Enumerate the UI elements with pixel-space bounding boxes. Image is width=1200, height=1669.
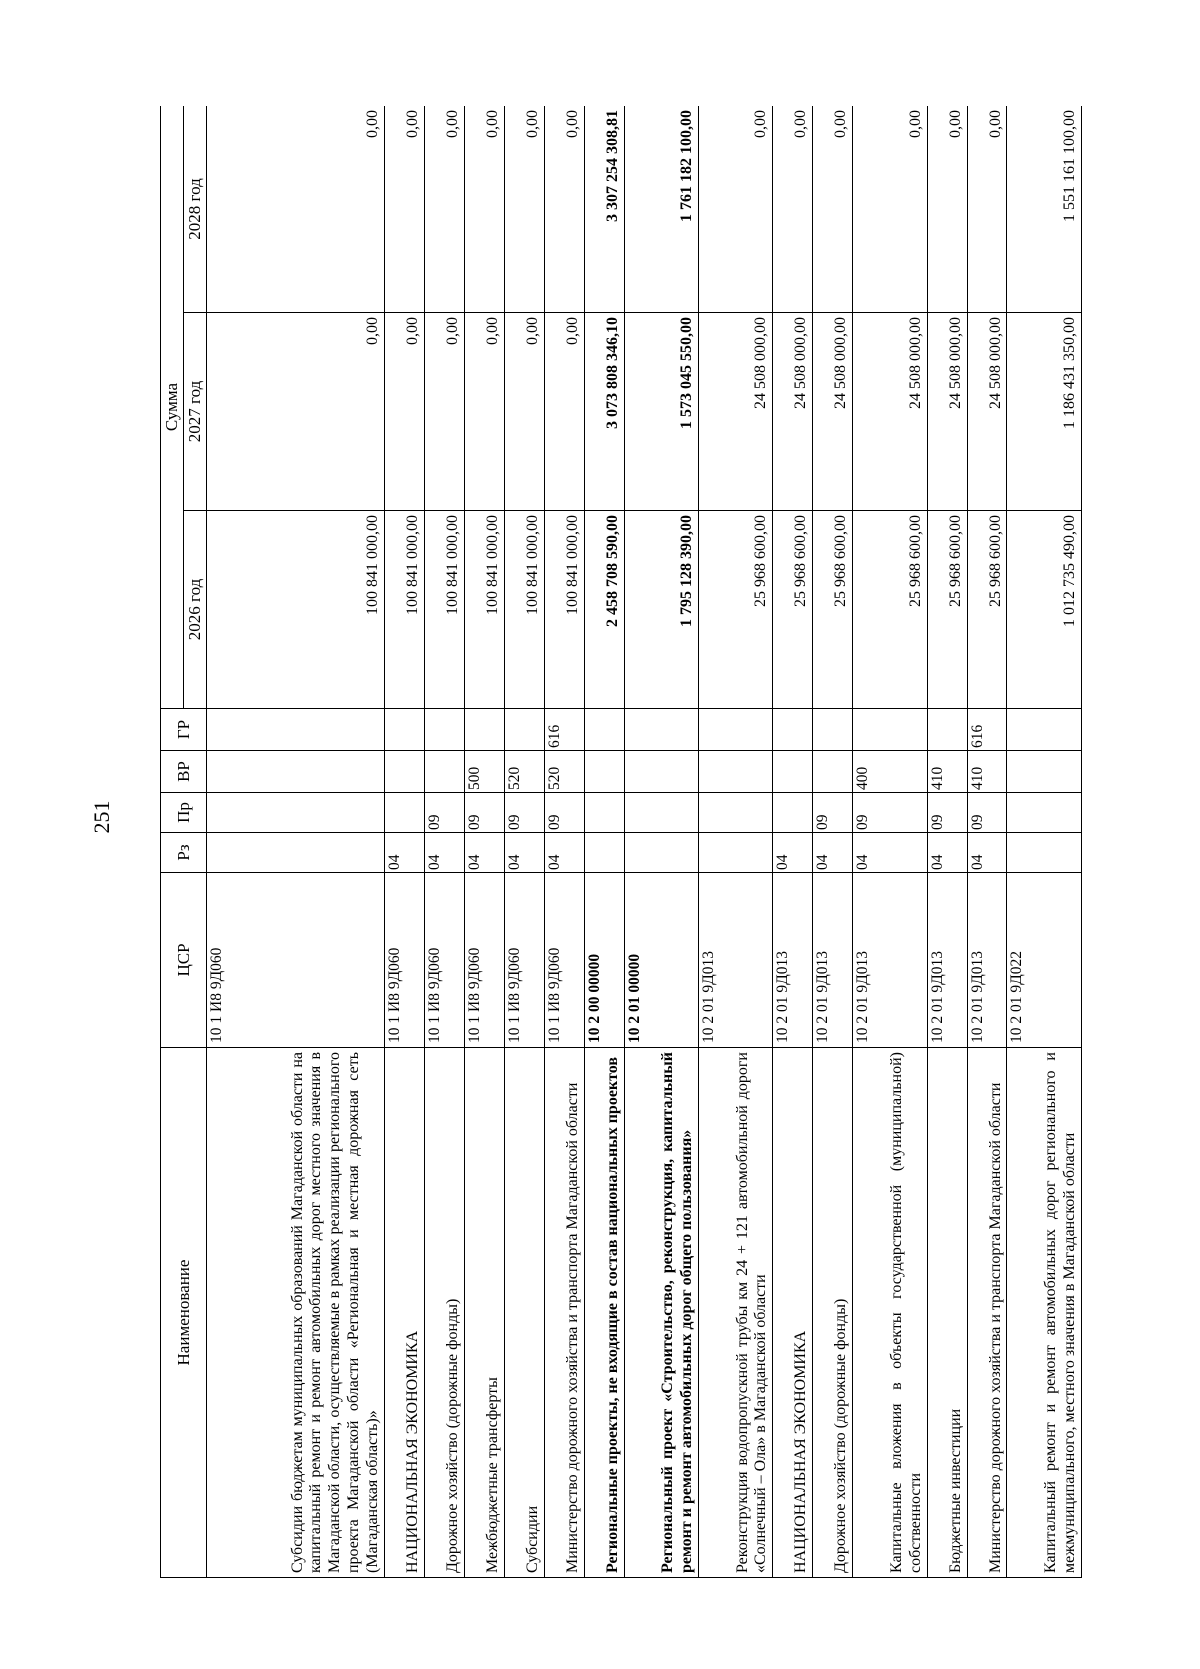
row-gr (424, 709, 464, 751)
row-csr: 10 2 00 00000 (584, 873, 624, 1048)
table-row (544, 106, 584, 1578)
row-name: НАЦИОНАЛЬНАЯ ЭКОНОМИКА (384, 1048, 424, 1578)
row-2026: 2 458 708 590,00 (584, 511, 624, 709)
row-name: Региональные проекты, не входящие в состав национальных проектов (584, 1048, 624, 1578)
row-gr (504, 709, 544, 751)
row-rz (584, 833, 624, 873)
header-name: Наименование (161, 1048, 207, 1578)
row-2026: 100 841 000,00 (464, 511, 504, 709)
row-2027: 0,00 (544, 313, 584, 511)
row-name: Дорожное хозяйство (дорожные фонды) (424, 1048, 464, 1578)
row-gr (698, 709, 772, 751)
row-2028: 0,00 (773, 106, 813, 313)
row-name: Дорожное хозяйство (дорожные фонды) (813, 1048, 853, 1578)
row-2028: 0,00 (464, 106, 504, 313)
row-pr: 09 (967, 793, 1007, 833)
row-pr: 09 (813, 793, 853, 833)
row-2027: 0,00 (424, 313, 464, 511)
row-rz: 04 (813, 833, 853, 873)
row-csr: 10 1 И8 9Д060 (384, 873, 424, 1048)
row-2028: 1 551 161 100,00 (1007, 106, 1082, 313)
row-2026: 25 968 600,00 (967, 511, 1007, 709)
row-csr: 10 1 И8 9Д060 (207, 873, 385, 1048)
row-csr: 10 2 01 9Д013 (813, 873, 853, 1048)
row-vr: 400 (853, 751, 927, 793)
row-2026: 1 012 735 490,00 (1007, 511, 1082, 709)
row-2028: 0,00 (853, 106, 927, 313)
row-vr (773, 751, 813, 793)
row-gr (624, 709, 698, 751)
row-vr (1007, 751, 1082, 793)
row-vr: 410 (927, 751, 967, 793)
row-rz: 04 (464, 833, 504, 873)
header-csr: ЦСР (161, 873, 207, 1048)
row-pr (624, 793, 698, 833)
row-2028: 0,00 (813, 106, 853, 313)
row-2026: 100 841 000,00 (424, 511, 464, 709)
row-pr: 09 (424, 793, 464, 833)
row-2026: 25 968 600,00 (698, 511, 772, 709)
row-2027: 0,00 (504, 313, 544, 511)
row-2026: 100 841 000,00 (384, 511, 424, 709)
row-gr (384, 709, 424, 751)
row-gr: 616 (967, 709, 1007, 751)
row-csr: 10 2 01 9Д013 (967, 873, 1007, 1048)
row-2028: 0,00 (424, 106, 464, 313)
row-vr (624, 751, 698, 793)
row-csr: 10 1 И8 9Д060 (544, 873, 584, 1048)
row-vr (384, 751, 424, 793)
row-name: Министерство дорожного хозяйства и транспорта Магаданской области (544, 1048, 584, 1578)
header-gr: ГР (161, 709, 207, 751)
row-pr (773, 793, 813, 833)
table-row (424, 106, 464, 1578)
row-pr (584, 793, 624, 833)
row-2027: 0,00 (464, 313, 504, 511)
row-2028: 0,00 (967, 106, 1007, 313)
header-vr: ВР (161, 751, 207, 793)
table-row (813, 106, 853, 1578)
row-2027: 24 508 000,00 (698, 313, 772, 511)
row-name: Межбюджетные трансферты (464, 1048, 504, 1578)
row-vr (424, 751, 464, 793)
header-sum: Сумма (161, 106, 184, 709)
row-rz (1007, 833, 1082, 873)
row-pr (207, 793, 385, 833)
row-vr: 500 (464, 751, 504, 793)
row-name: Реконструкция водопропускной трубы км 24 + 121 автомобильной дороги «Солнечный – Ола» в Магаданской области (698, 1048, 772, 1578)
table-row (207, 106, 385, 1578)
row-csr: 10 1 И8 9Д060 (504, 873, 544, 1048)
header-pr: Пр (161, 793, 207, 833)
table-row (698, 106, 772, 1578)
row-gr (207, 709, 385, 751)
row-2026: 1 795 128 390,00 (624, 511, 698, 709)
row-name: Министерство дорожного хозяйства и транспорта Магаданской области (967, 1048, 1007, 1578)
row-csr: 10 2 01 9Д013 (927, 873, 967, 1048)
row-2027: 3 073 808 346,10 (584, 313, 624, 511)
row-gr (1007, 709, 1082, 751)
row-gr (584, 709, 624, 751)
row-2028: 0,00 (384, 106, 424, 313)
rotated-table-wrapper (160, 106, 1082, 1578)
row-gr (773, 709, 813, 751)
row-gr: 616 (544, 709, 584, 751)
row-vr: 520 (504, 751, 544, 793)
row-pr: 09 (504, 793, 544, 833)
row-2026: 100 841 000,00 (544, 511, 584, 709)
row-vr: 520 (544, 751, 584, 793)
row-name: Бюджетные инвестиции (927, 1048, 967, 1578)
row-csr: 10 2 01 9Д022 (1007, 873, 1082, 1048)
row-vr: 410 (967, 751, 1007, 793)
row-2028: 0,00 (698, 106, 772, 313)
row-2027: 0,00 (207, 313, 385, 511)
row-gr (813, 709, 853, 751)
row-csr: 10 1 И8 9Д060 (464, 873, 504, 1048)
row-2026: 25 968 600,00 (773, 511, 813, 709)
row-csr: 10 2 01 00000 (624, 873, 698, 1048)
row-2028: 1 761 182 100,00 (624, 106, 698, 313)
row-name: Региональный проект «Строительство, реконструкция, капитальный ремонт и ремонт автомобильных дорог общего пользования» (624, 1048, 698, 1578)
row-name: Капитальные вложения в объекты государственной (муниципальной) собственности (853, 1048, 927, 1578)
table-row (384, 106, 424, 1578)
row-2028: 3 307 254 308,81 (584, 106, 624, 313)
row-gr (464, 709, 504, 751)
table-row (504, 106, 544, 1578)
row-csr: 10 2 01 9Д013 (698, 873, 772, 1048)
row-pr (1007, 793, 1082, 833)
header-rz: Рз (161, 833, 207, 873)
table-body (207, 106, 1082, 1578)
table-row (967, 106, 1007, 1578)
budget-table (160, 106, 1082, 1578)
row-pr: 09 (927, 793, 967, 833)
header-row-1 (161, 106, 184, 1578)
table-row (853, 106, 927, 1578)
row-pr (384, 793, 424, 833)
row-2027: 0,00 (384, 313, 424, 511)
header-2026: 2026 год (184, 511, 207, 709)
row-rz: 04 (927, 833, 967, 873)
row-2028: 0,00 (544, 106, 584, 313)
row-rz (698, 833, 772, 873)
row-name: Капитальный ремонт и ремонт автомобильных дорог регионального и межмуниципального, местного значения в Магаданской области (1007, 1048, 1082, 1578)
row-rz: 04 (424, 833, 464, 873)
row-rz: 04 (773, 833, 813, 873)
row-2027: 24 508 000,00 (927, 313, 967, 511)
row-name: НАЦИОНАЛЬНАЯ ЭКОНОМИКА (773, 1048, 813, 1578)
row-rz: 04 (384, 833, 424, 873)
table-row (773, 106, 813, 1578)
row-2027: 24 508 000,00 (773, 313, 813, 511)
row-vr (813, 751, 853, 793)
row-csr: 10 1 И8 9Д060 (424, 873, 464, 1048)
table-row (624, 106, 698, 1578)
row-rz: 04 (504, 833, 544, 873)
row-name: Субсидии (504, 1048, 544, 1578)
row-2028: 0,00 (504, 106, 544, 313)
row-pr (698, 793, 772, 833)
row-vr (584, 751, 624, 793)
row-vr (207, 751, 385, 793)
row-2027: 1 186 431 350,00 (1007, 313, 1082, 511)
page-number: 251 (89, 800, 114, 834)
row-2026: 25 968 600,00 (927, 511, 967, 709)
row-2027: 24 508 000,00 (813, 313, 853, 511)
table-row (927, 106, 967, 1578)
row-2027: 24 508 000,00 (967, 313, 1007, 511)
row-2026: 25 968 600,00 (813, 511, 853, 709)
row-rz: 04 (967, 833, 1007, 873)
row-2026: 100 841 000,00 (504, 511, 544, 709)
row-2026: 100 841 000,00 (207, 511, 385, 709)
row-2026: 25 968 600,00 (853, 511, 927, 709)
row-csr: 10 2 01 9Д013 (853, 873, 927, 1048)
table-row (584, 106, 624, 1578)
table-row (464, 106, 504, 1578)
row-pr: 09 (544, 793, 584, 833)
row-pr: 09 (853, 793, 927, 833)
row-rz (207, 833, 385, 873)
row-gr (927, 709, 967, 751)
row-2027: 24 508 000,00 (853, 313, 927, 511)
row-rz: 04 (853, 833, 927, 873)
row-rz: 04 (544, 833, 584, 873)
row-2027: 1 573 045 550,00 (624, 313, 698, 511)
table-row (1007, 106, 1082, 1578)
header-2027: 2027 год (184, 313, 207, 511)
row-gr (853, 709, 927, 751)
row-vr (698, 751, 772, 793)
row-2028: 0,00 (927, 106, 967, 313)
row-2028: 0,00 (207, 106, 385, 313)
row-csr: 10 2 01 9Д013 (773, 873, 813, 1048)
row-rz (624, 833, 698, 873)
header-2028: 2028 год (184, 106, 207, 313)
row-pr: 09 (464, 793, 504, 833)
row-name: Субсидии бюджетам муниципальных образований Магаданской области на капитальный ремонт и ремонт автомобильных дорог местного значения в Магаданской области, осуществляемые в рамках реализации регионального проекта Магаданской области «Региональная и местная дорожная сеть (Магаданская область)» (207, 1048, 385, 1578)
